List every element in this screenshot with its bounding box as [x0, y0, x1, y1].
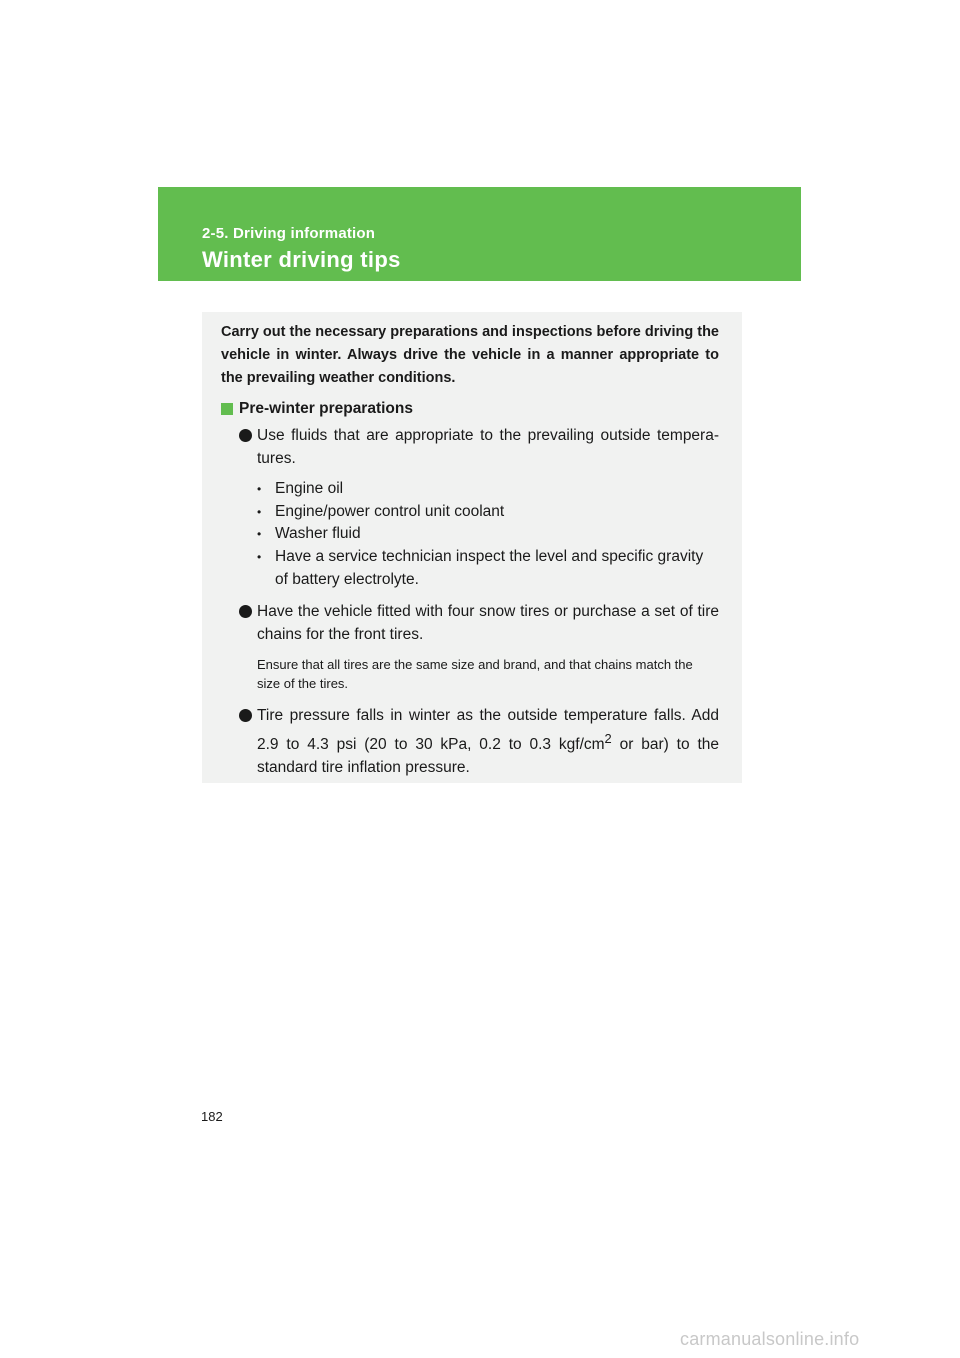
page-title: Winter driving tips [202, 247, 401, 272]
list-item: • Engine/power control unit coolant [221, 501, 719, 524]
bullet-dot-icon [239, 429, 252, 442]
page-number: 182 [201, 1109, 223, 1124]
tire-note: Ensure that all tires are the same size and brand, and that chains match the size of the tires. [257, 656, 693, 691]
watermark: carmanualsonline.info [680, 1329, 860, 1349]
bullet-snow-tires [221, 600, 719, 646]
bullet-dot-icon [239, 709, 252, 722]
bullet-tire-pressure [221, 704, 719, 779]
small-bullet-icon: • [257, 527, 262, 542]
section-label: 2-5. Driving information [202, 225, 376, 242]
small-bullet-icon: • [257, 482, 262, 496]
small-bullet-icon: • [257, 504, 262, 519]
list-item: • Engine oil [221, 478, 719, 501]
intro-paragraph: Carry out the necessary preparations and inspections before driving the vehicle in winter. Always drive the vehicle in a manner appropriate to the prevailing weather conditions. [221, 324, 719, 386]
bullet-text: Have the vehicle fitted with four snow tires or purchase a set of tire chains for the front tires. [257, 602, 719, 643]
green-square-icon [221, 403, 233, 415]
bullet-fluids [221, 424, 719, 470]
content-box [202, 312, 742, 783]
list-item: • Have a service technician inspect the level and specific gravity of battery electrolyte. [257, 548, 704, 588]
subsection-heading [221, 398, 719, 420]
bullet-dot-icon [239, 605, 252, 618]
superscript: 2 [604, 730, 612, 746]
small-bullet-icon: • [257, 550, 262, 565]
subsection-title: Pre-winter preparations [239, 400, 413, 417]
list-item: • Washer fluid [221, 523, 719, 546]
bullet-text: Use fluids that are appropriate to the prevailing outside tempera- tures. [257, 427, 719, 467]
bullet-text: Tire pressure falls in winter as the outside temperature falls. Add 2.9 to 4.3 psi (20 to 30 kPa, 0.2 to 0.3 kgf/$cm^2$ or bar) to the standard tire inflation pressure. [257, 706, 719, 776]
section-header-band [158, 187, 801, 281]
fluid-list [221, 478, 719, 592]
